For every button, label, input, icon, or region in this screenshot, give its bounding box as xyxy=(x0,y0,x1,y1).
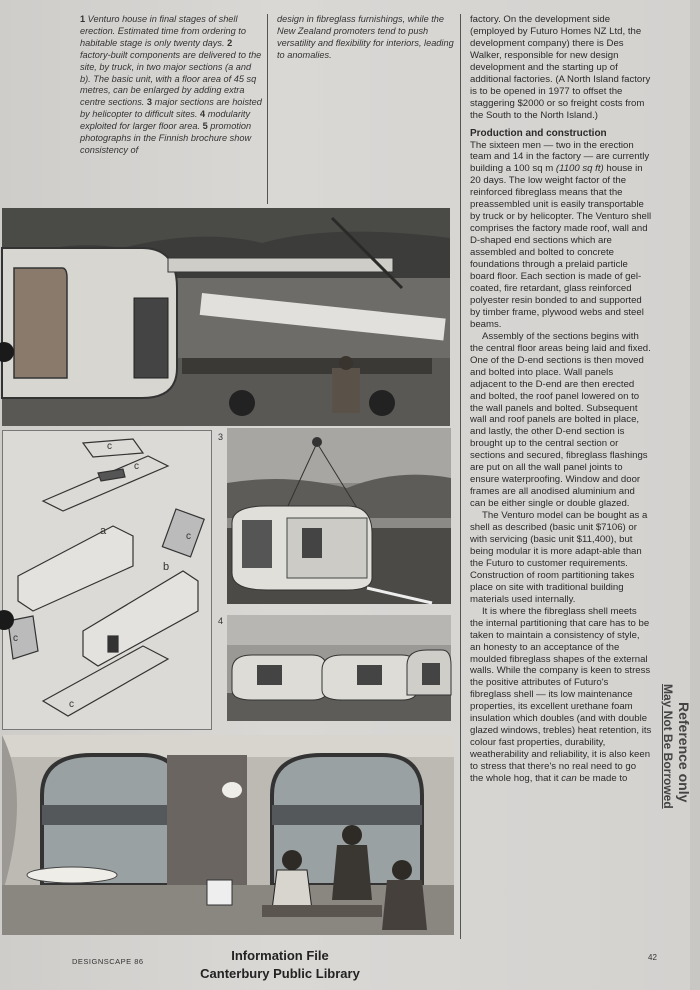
photo-5-interior xyxy=(2,735,454,935)
article-para-3: Assembly of the sections begins with the central floor areas being laid and fixed. One of the D-end sections is then moved and bolted into place. Wall panels adjacent to the D-end are then erected and bolted, the roof panel lowered on to the wall panels and bolted. Subsequent wall and roof panels are bolted in place, and lastly, the other D-end section is brought up to the central section or sections and secured, fibreglass flashings are put on all the wall panel joints to ensure waterproofing. Window and door frames are all anodised aluminium and can be either single or double glazed. xyxy=(470,330,651,510)
caption-text-2: factory-built components are delivered to the site, by truck, in two major sections (a and b). The basic unit, with a floor area of 45 sq metres, can be enlarged by adding extra centre sections. xyxy=(80,49,262,108)
label-c-left: c xyxy=(13,633,18,644)
para2-part-a: The sixteen men — two in the erection team and 14 in the factory — are currently building a 100 sq m xyxy=(470,139,650,175)
caption-text-3: major sections are hoisted by helicopter to difficult sites. xyxy=(80,97,262,120)
label-c-floor: c xyxy=(69,699,74,710)
exploded-diagram xyxy=(3,431,211,729)
photo-4-modular-units xyxy=(227,615,451,721)
para5-part-a: It is where the fibreglass shell meets the internal partitioning that care has to be taken to maintain a consistency of style, an honesty to an acceptance of the moulded fibreglass shapes of the external walls. While the company is keen to stress the positive attributes of Futuro's fibreglass shell — its low maintenance properties, its excellent urethane foam insulation which doubles (and with double glazed windows, trebles) heat retention, its colour fast properties, durability, weatherability and reliability, it is also keen to stress that there's no real need to go the whole hog, that it xyxy=(470,605,652,785)
stamp-line-1: Reference only xyxy=(676,702,692,803)
article-para-2 xyxy=(470,140,652,331)
figure-number-4: 4 xyxy=(218,616,224,626)
para5-part-b: be made to xyxy=(576,773,628,785)
label-c-roof: c xyxy=(134,461,139,472)
caption-num-3: 3 xyxy=(146,97,153,108)
photo-5-image xyxy=(2,735,454,935)
para2-italic: (1100 sq ft) xyxy=(555,163,604,175)
caption-left xyxy=(80,14,262,157)
para2-part-b: house in 20 days. The low weight factor of the reinforced fibreglass means that the preassembled unit is easily transportable by truck or by helicopter. The Venturo shell comprises the factory made roof, wall and D-shaped end sections which are assembled and bolted to concrete foundations through a prelaid particle board floor. Each section is made of gel-coated, fire retardant, glass reinforced polyester resin bonded to and supported by timber frame, plywood webs and steel beams. xyxy=(470,163,652,330)
caption-text-1: Venturo house in final stages of shell erection. Estimated time from ordering to habitable stage is only twenty days. xyxy=(80,14,246,48)
article-para-5 xyxy=(470,606,652,785)
footer-info-file: Information File xyxy=(231,948,329,963)
column-rule-right xyxy=(460,14,461,939)
para5-italic: can xyxy=(561,773,577,785)
label-c-right: c xyxy=(186,531,191,542)
article-para-1: factory. On the development side (employed by Futuro Homes NZ Ltd, the development company) there is Des Walker, responsible for new design development and the starting up of additional factories. (A North Island factory is to be opened in 1977 to offset the staggering $2000 or so freight costs from the South to the North Island.) xyxy=(470,14,651,121)
photo-3-image xyxy=(227,428,451,604)
section-heading: Production and construction xyxy=(470,127,607,139)
reference-stamp xyxy=(640,684,700,830)
caption-num-4: 4 xyxy=(200,109,206,120)
photo-4-image xyxy=(227,615,451,721)
label-a: a xyxy=(100,525,107,537)
article-para-4: The Venturo model can be bought as a shell as described (basic unit $7106) or with servicing (basic unit $11,400), but being modular it is more adapt-able than the Futuro to customer requirements. Construction of room partitioning takes place on site with traditional building materials used internally. xyxy=(470,510,648,605)
footer-publication: DESIGNSCAPE 86 xyxy=(72,957,144,966)
photo-1-image xyxy=(2,208,450,426)
label-b: b xyxy=(163,561,170,573)
diagram-2-components xyxy=(2,430,212,730)
label-c-top: c xyxy=(107,441,112,452)
caption-num-1: 1 xyxy=(80,14,86,24)
page-number: 42 xyxy=(648,953,657,962)
caption-text-4: modularity exploited for larger floor area. xyxy=(80,109,251,132)
article-column xyxy=(470,14,652,785)
caption-text-5: promotion photographs in the Finnish brochure show consistency of xyxy=(80,121,252,155)
photo-3-helicopter-hoist xyxy=(227,428,451,604)
footer-library: Canterbury Public Library xyxy=(200,966,360,981)
caption-num-2: 2 xyxy=(227,37,233,48)
photo-1-shell-erection xyxy=(2,208,450,426)
figure-number-3: 3 xyxy=(218,432,224,442)
caption-num-5: 5 xyxy=(202,121,208,132)
column-rule xyxy=(267,14,268,204)
caption-middle: design in fibreglass furnishings, while the New Zealand promoters tend to push versatility and flexibility for interiors, leading to anomalies. xyxy=(277,14,454,60)
stamp-line-2: May Not Be Borrowed xyxy=(661,684,675,809)
